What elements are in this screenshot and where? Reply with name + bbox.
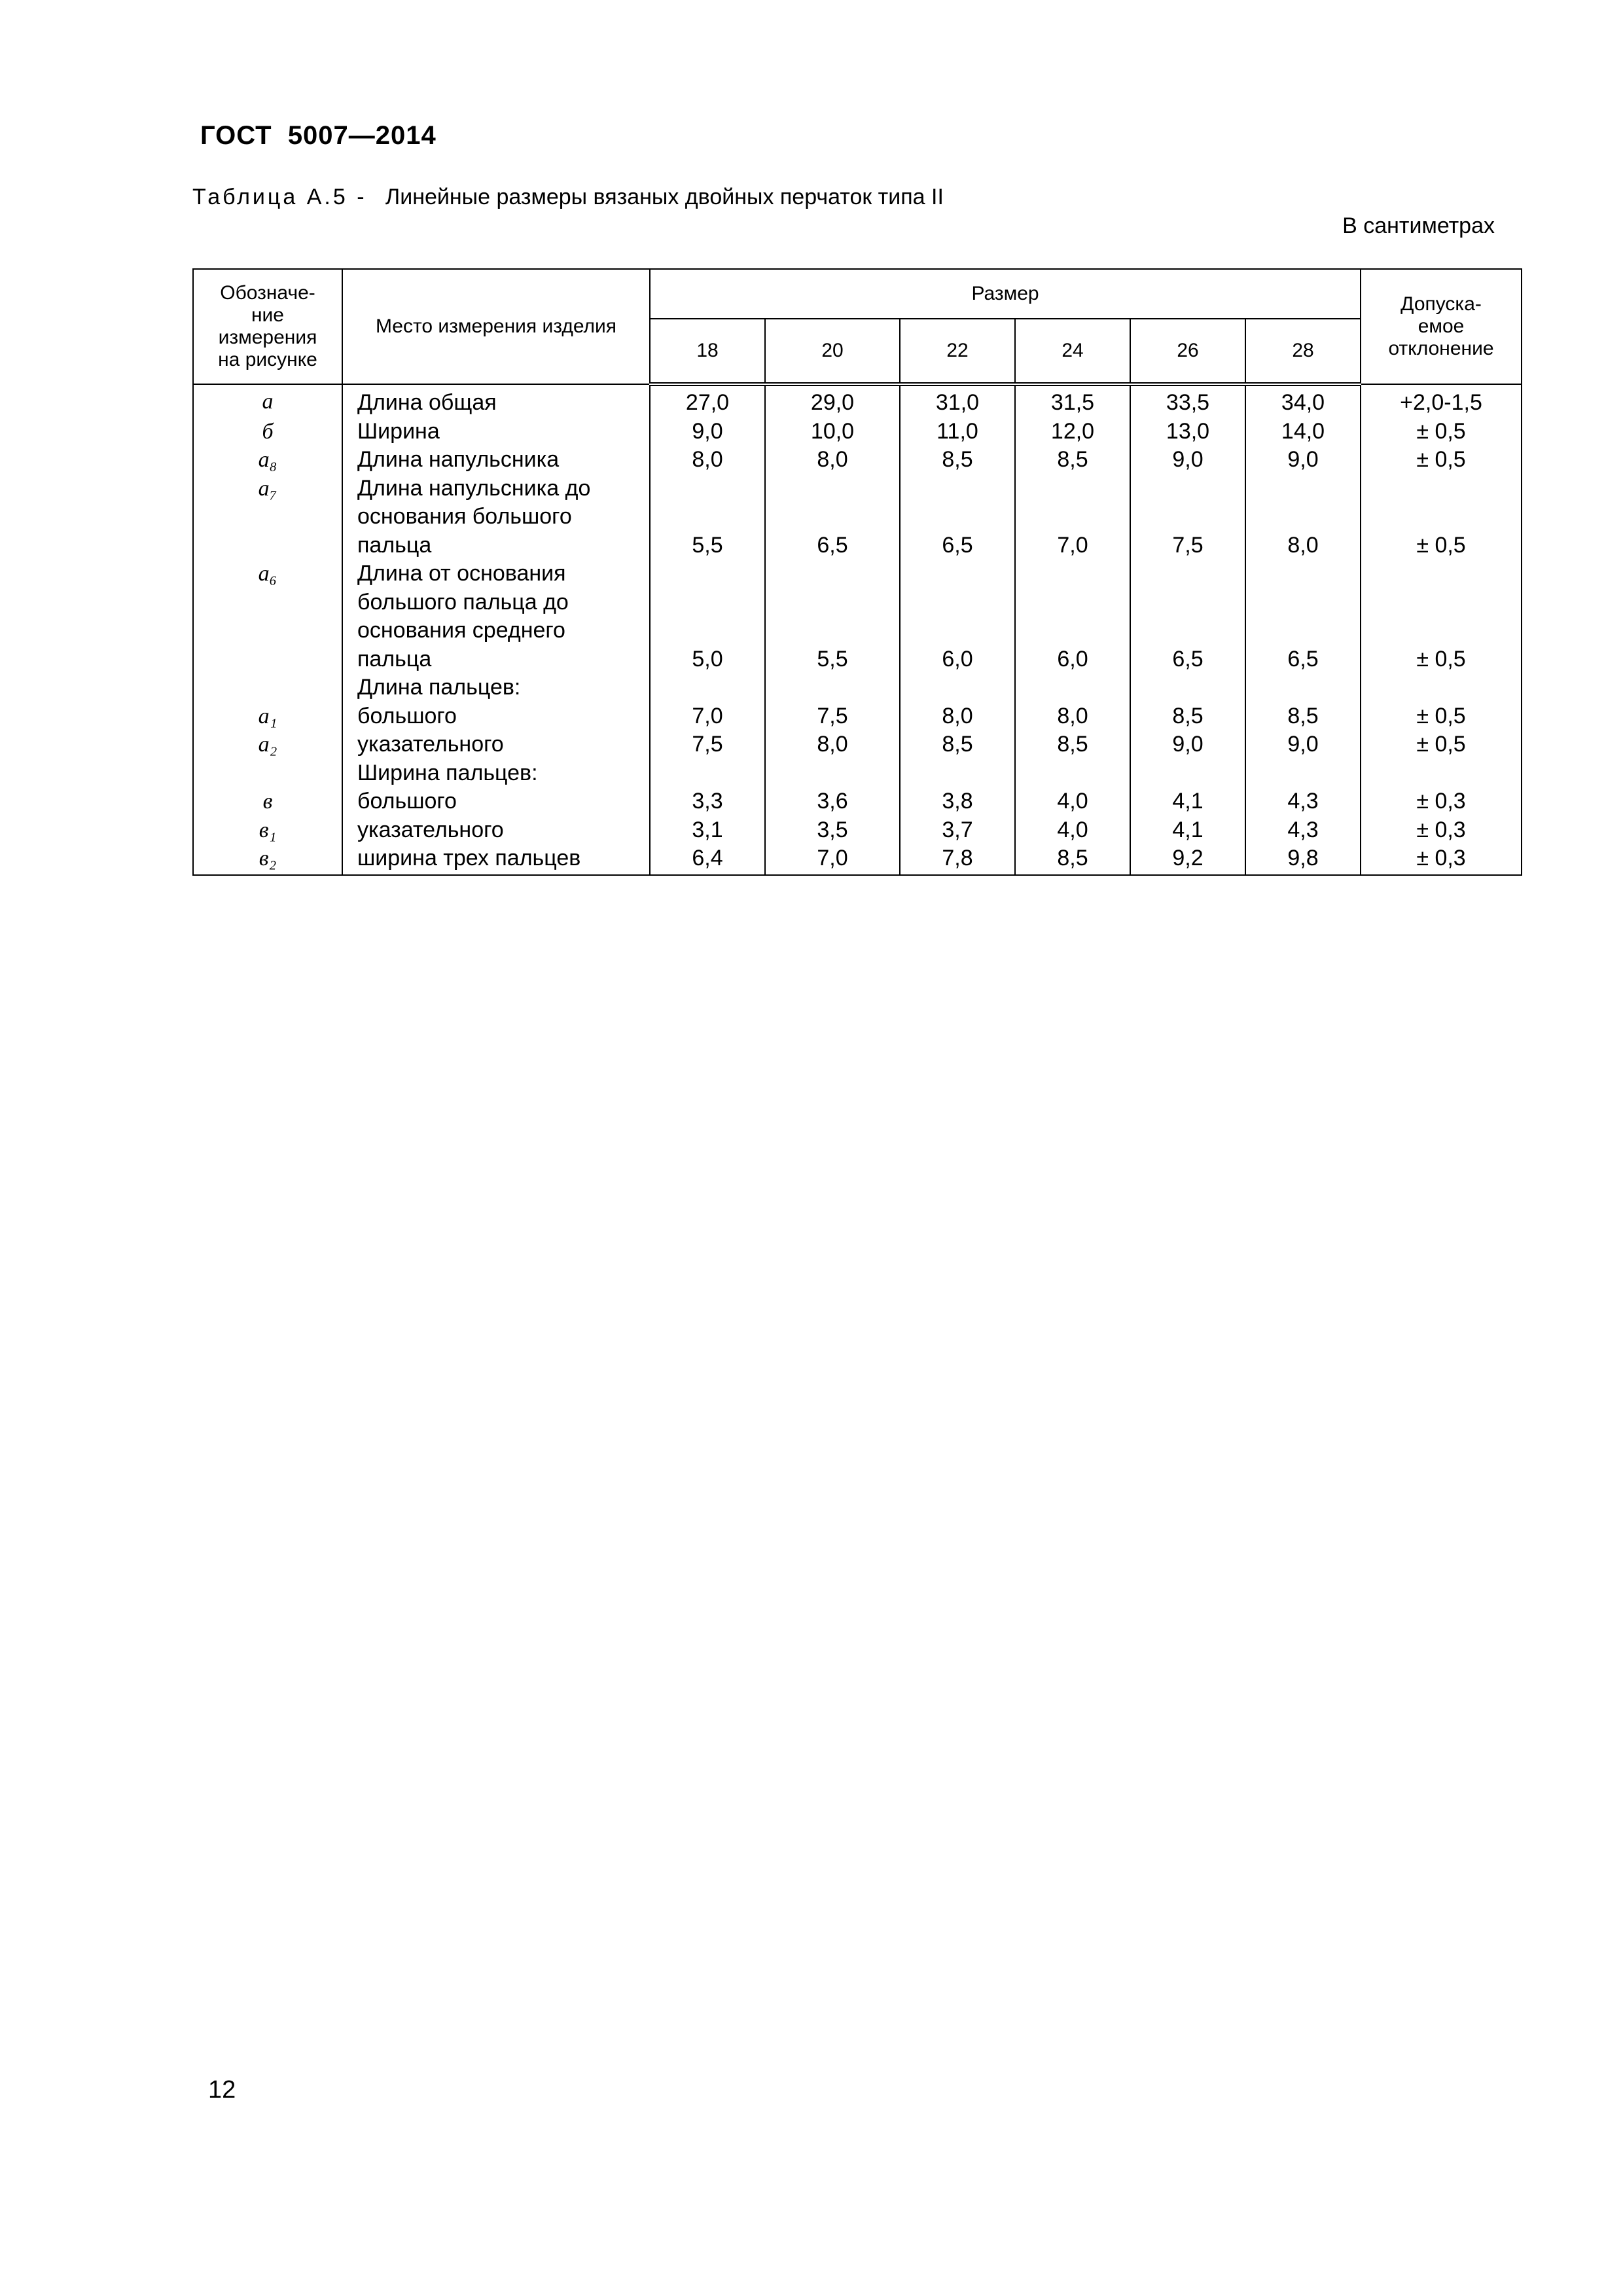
- cell-value: 9,0: [650, 418, 765, 446]
- cell-value: 6,4: [650, 844, 765, 875]
- cell-value: 31,0: [900, 384, 1015, 418]
- cell-value: [765, 759, 900, 788]
- cell-value: 8,5: [1130, 702, 1245, 731]
- cell-tolerance: ± 0,5: [1361, 730, 1522, 759]
- cell-value: 3,3: [650, 787, 765, 816]
- cell-value: 7,0: [1015, 475, 1130, 560]
- cell-value: 9,8: [1245, 844, 1361, 875]
- cell-designation: [193, 759, 342, 788]
- cell-value: 31,5: [1015, 384, 1130, 418]
- cell-designation: в: [193, 787, 342, 816]
- cell-value: 7,5: [650, 730, 765, 759]
- cell-value: 8,5: [900, 730, 1015, 759]
- cell-tolerance: ± 0,3: [1361, 816, 1522, 845]
- header-place: Место измерения изделия: [342, 269, 650, 384]
- cell-value: 8,5: [900, 446, 1015, 475]
- cell-value: 9,2: [1130, 844, 1245, 875]
- cell-tolerance: [1361, 759, 1522, 788]
- cell-value: 8,0: [765, 446, 900, 475]
- cell-value: 6,5: [1245, 560, 1361, 673]
- cell-name: Длина общая: [342, 384, 650, 418]
- cell-value: 7,5: [1130, 475, 1245, 560]
- cell-name: большого: [342, 702, 650, 731]
- cell-value: 4,1: [1130, 816, 1245, 845]
- header-size-value: 24: [1015, 319, 1130, 384]
- table-caption-title: Линейные размеры вязаных двойных перчаток типа II: [385, 185, 944, 209]
- cell-value: 4,3: [1245, 787, 1361, 816]
- cell-designation: а: [193, 384, 342, 418]
- cell-name: Длина от основания большого пальца до основания среднего пальца: [342, 560, 650, 673]
- cell-value: 8,5: [1245, 702, 1361, 731]
- cell-value: 8,0: [650, 446, 765, 475]
- dimensions-table: [192, 268, 1522, 876]
- cell-name: Длина напульсника: [342, 446, 650, 475]
- cell-value: [1130, 673, 1245, 702]
- cell-tolerance: +2,0-1,5: [1361, 384, 1522, 418]
- cell-value: 3,7: [900, 816, 1015, 845]
- cell-name: указательного: [342, 730, 650, 759]
- cell-value: 14,0: [1245, 418, 1361, 446]
- cell-tolerance: ± 0,5: [1361, 446, 1522, 475]
- cell-designation: в₁: [193, 816, 342, 845]
- cell-value: [765, 673, 900, 702]
- cell-designation: б: [193, 418, 342, 446]
- cell-designation: в₂: [193, 844, 342, 875]
- header-size: Размер: [650, 269, 1361, 319]
- header-designation: Обозначе- ние измерения на рисунке: [193, 269, 342, 384]
- cell-value: 8,5: [1015, 844, 1130, 875]
- cell-value: 29,0: [765, 384, 900, 418]
- table-caption: [192, 185, 944, 210]
- cell-value: 11,0: [900, 418, 1015, 446]
- table-row: [193, 446, 1522, 475]
- cell-value: 5,5: [650, 475, 765, 560]
- cell-value: [650, 673, 765, 702]
- cell-value: 3,8: [900, 787, 1015, 816]
- table-row: [193, 702, 1522, 731]
- cell-value: 3,1: [650, 816, 765, 845]
- cell-value: 6,5: [1130, 560, 1245, 673]
- cell-tolerance: [1361, 673, 1522, 702]
- cell-designation: [193, 673, 342, 702]
- header-size-value: 18: [650, 319, 765, 384]
- cell-name: Длина пальцев:: [342, 673, 650, 702]
- header-tolerance: Допуска- емое отклонение: [1361, 269, 1522, 384]
- cell-value: 6,0: [1015, 560, 1130, 673]
- header-size-value: 26: [1130, 319, 1245, 384]
- cell-value: 9,0: [1130, 446, 1245, 475]
- cell-value: 9,0: [1245, 446, 1361, 475]
- cell-tolerance: ± 0,3: [1361, 844, 1522, 875]
- table-row: [193, 787, 1522, 816]
- cell-value: [900, 759, 1015, 788]
- cell-value: 8,5: [1015, 446, 1130, 475]
- cell-value: 7,0: [650, 702, 765, 731]
- table-row: [193, 475, 1522, 560]
- cell-value: 7,0: [765, 844, 900, 875]
- cell-designation: а₁: [193, 702, 342, 731]
- cell-value: [650, 759, 765, 788]
- table-row: [193, 673, 1522, 702]
- cell-tolerance: ± 0,5: [1361, 475, 1522, 560]
- document-code: ГОСТ 5007—2014: [200, 121, 437, 150]
- table-caption-label: Таблица А.5 -: [192, 185, 367, 209]
- cell-value: 5,5: [765, 560, 900, 673]
- table-row: [193, 560, 1522, 673]
- cell-value: 10,0: [765, 418, 900, 446]
- cell-value: 5,0: [650, 560, 765, 673]
- cell-designation: а₇: [193, 475, 342, 560]
- cell-name: указательного: [342, 816, 650, 845]
- cell-value: [1130, 759, 1245, 788]
- cell-name: Ширина: [342, 418, 650, 446]
- header-size-value: 20: [765, 319, 900, 384]
- cell-name: Длина напульсника до основания большого пальца: [342, 475, 650, 560]
- cell-value: 6,0: [900, 560, 1015, 673]
- cell-value: 3,5: [765, 816, 900, 845]
- cell-value: 8,0: [900, 702, 1015, 731]
- cell-value: 12,0: [1015, 418, 1130, 446]
- cell-designation: а₆: [193, 560, 342, 673]
- cell-value: 8,0: [1245, 475, 1361, 560]
- cell-name: Ширина пальцев:: [342, 759, 650, 788]
- cell-tolerance: ± 0,5: [1361, 560, 1522, 673]
- cell-value: 7,8: [900, 844, 1015, 875]
- cell-value: 9,0: [1245, 730, 1361, 759]
- cell-value: 8,0: [765, 730, 900, 759]
- cell-tolerance: ± 0,5: [1361, 418, 1522, 446]
- table-row: [193, 844, 1522, 875]
- cell-value: 34,0: [1245, 384, 1361, 418]
- cell-value: 33,5: [1130, 384, 1245, 418]
- table-row: [193, 418, 1522, 446]
- cell-value: [1245, 759, 1361, 788]
- table-row: [193, 384, 1522, 418]
- page-number: 12: [208, 2076, 236, 2104]
- cell-value: 9,0: [1130, 730, 1245, 759]
- units-note: В сантиметрах: [1342, 213, 1495, 238]
- cell-designation: а₈: [193, 446, 342, 475]
- cell-value: 3,6: [765, 787, 900, 816]
- table-row: [193, 816, 1522, 845]
- cell-value: 4,1: [1130, 787, 1245, 816]
- cell-value: 8,5: [1015, 730, 1130, 759]
- cell-value: 13,0: [1130, 418, 1245, 446]
- cell-value: 4,3: [1245, 816, 1361, 845]
- cell-value: 4,0: [1015, 816, 1130, 845]
- table-row: [193, 730, 1522, 759]
- cell-value: 6,5: [900, 475, 1015, 560]
- table-body: [193, 384, 1522, 875]
- cell-value: 7,5: [765, 702, 900, 731]
- header-row: [193, 269, 1522, 319]
- cell-designation: а₂: [193, 730, 342, 759]
- header-size-value: 22: [900, 319, 1015, 384]
- header-size-value: 28: [1245, 319, 1361, 384]
- table-row: [193, 759, 1522, 788]
- cell-value: [1245, 673, 1361, 702]
- cell-name: большого: [342, 787, 650, 816]
- cell-value: 4,0: [1015, 787, 1130, 816]
- cell-name: ширина трех пальцев: [342, 844, 650, 875]
- cell-tolerance: ± 0,3: [1361, 787, 1522, 816]
- cell-value: [1015, 759, 1130, 788]
- cell-value: [900, 673, 1015, 702]
- cell-tolerance: ± 0,5: [1361, 702, 1522, 731]
- cell-value: [1015, 673, 1130, 702]
- cell-value: 6,5: [765, 475, 900, 560]
- cell-value: 27,0: [650, 384, 765, 418]
- cell-value: 8,0: [1015, 702, 1130, 731]
